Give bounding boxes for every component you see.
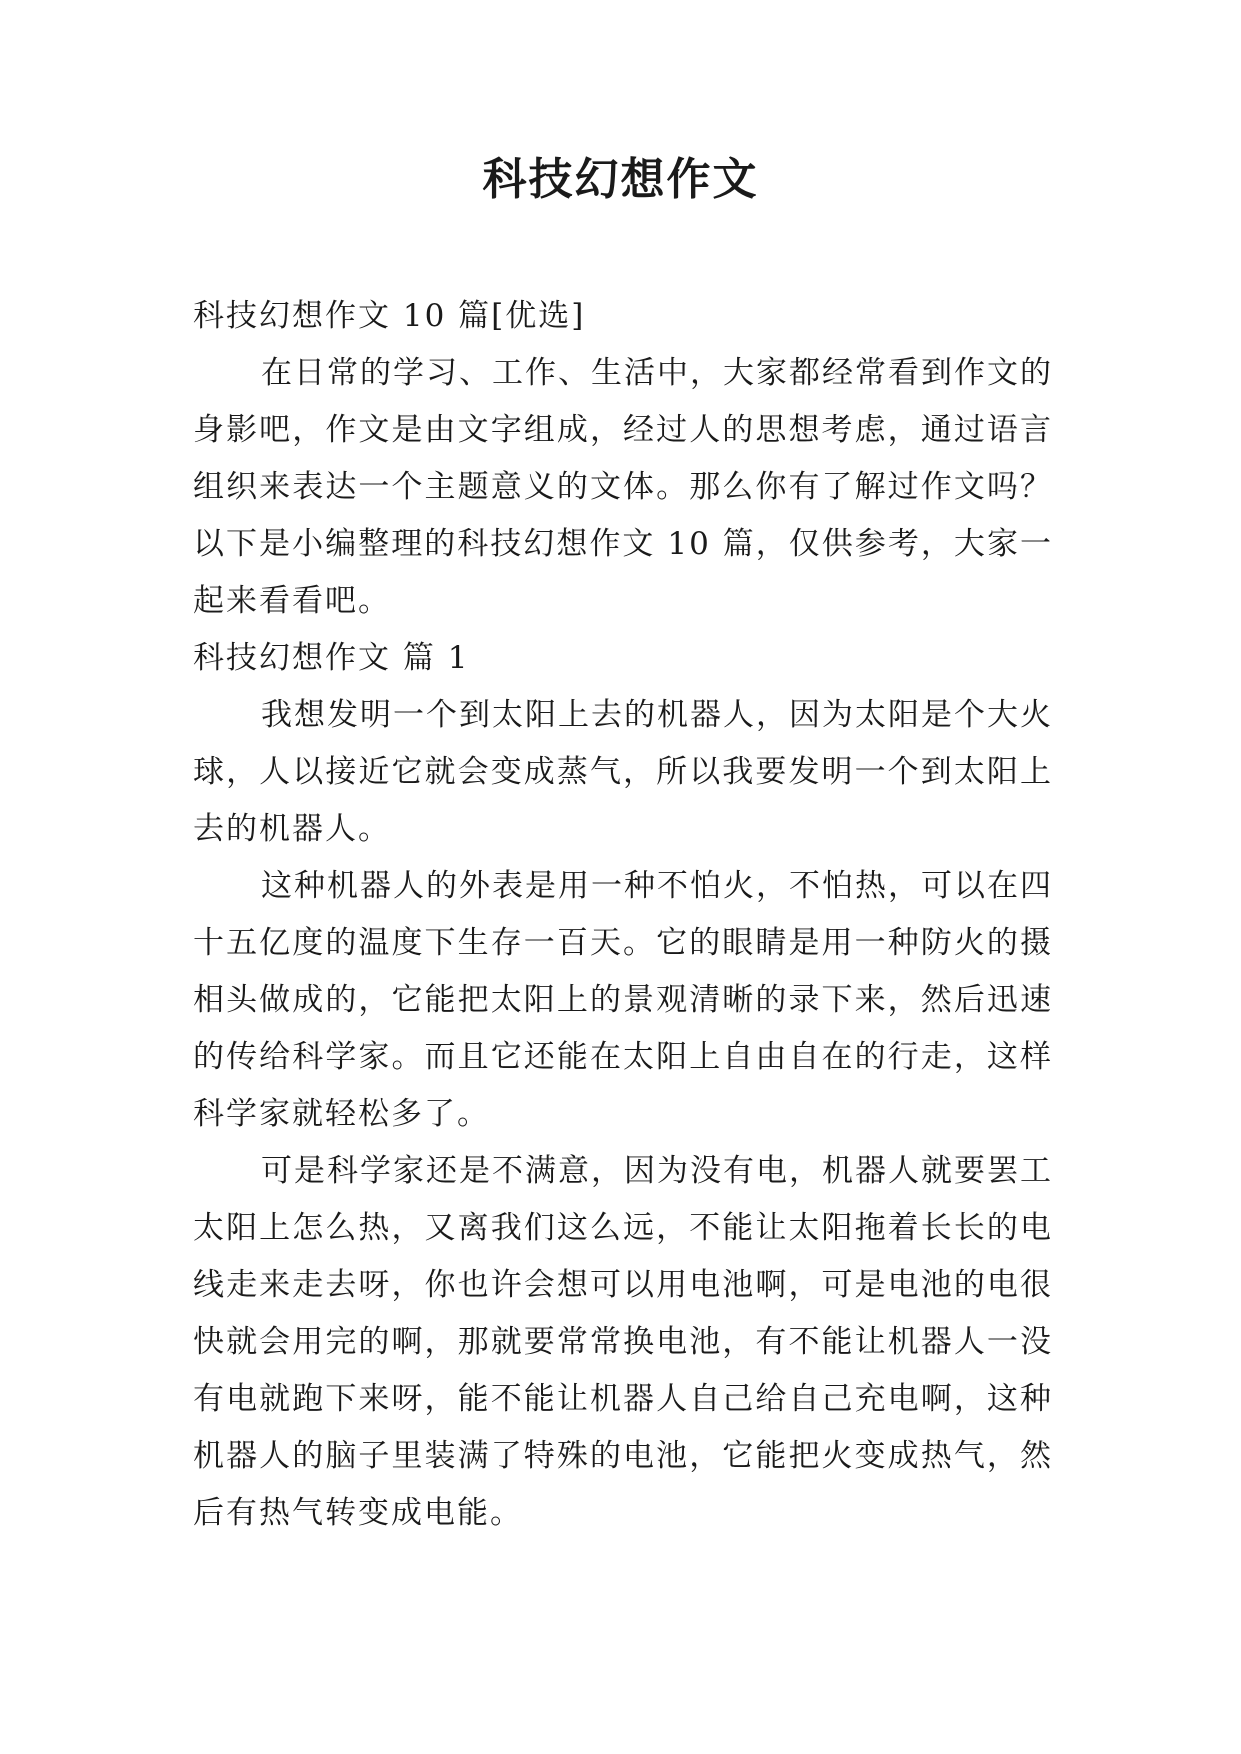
intro-paragraph: 在日常的学习、工作、生活中，大家都经常看到作文的身影吧，作文是由文字组成，经过人的思想考虑，通过语言组织来表达一个主题意义的文体。那么你有了解过作文吗？以下是小编整理的科技幻想作文 10 篇，仅供参考，大家一起来看看吧。 bbox=[193, 355, 1053, 619]
document-subtitle: 科技幻想作文 10 篇[优选] bbox=[193, 298, 586, 334]
body-paragraph: 这种机器人的外表是用一种不怕火，不怕热，可以在四十五亿度的温度下生存一百天。它的眼睛是用一种防火的摄相头做成的，它能把太阳上的景观清晰的录下来，然后迅速的传给科学家。而且它还能在太阳上自由自在的行走，这样科学家就轻松多了。 bbox=[193, 868, 1053, 1132]
body-paragraph: 可是科学家还是不满意，因为没有电，机器人就要罢工太阳上怎么热，又离我们这么远，不能让太阳拖着长长的电线走来走去呀，你也许会想可以用电池啊，可是电池的电很快就会用完的啊，那就要常常换电池，有不能让机器人一没有电就跑下来呀，能不能让机器人自己给自己充电啊，这种机器人的脑子里装满了特殊的电池，它能把火变成热气，然后有热气转变成电能。 bbox=[193, 1153, 1053, 1531]
section-heading: 科技幻想作文 篇 1 bbox=[193, 640, 470, 676]
document-title: 科技幻想作文 bbox=[482, 154, 759, 205]
body-paragraph: 我想发明一个到太阳上去的机器人，因为太阳是个大火球，人以接近它就会变成蒸气，所以我要发明一个到太阳上去的机器人。 bbox=[193, 697, 1053, 847]
document-body bbox=[193, 288, 1053, 1542]
